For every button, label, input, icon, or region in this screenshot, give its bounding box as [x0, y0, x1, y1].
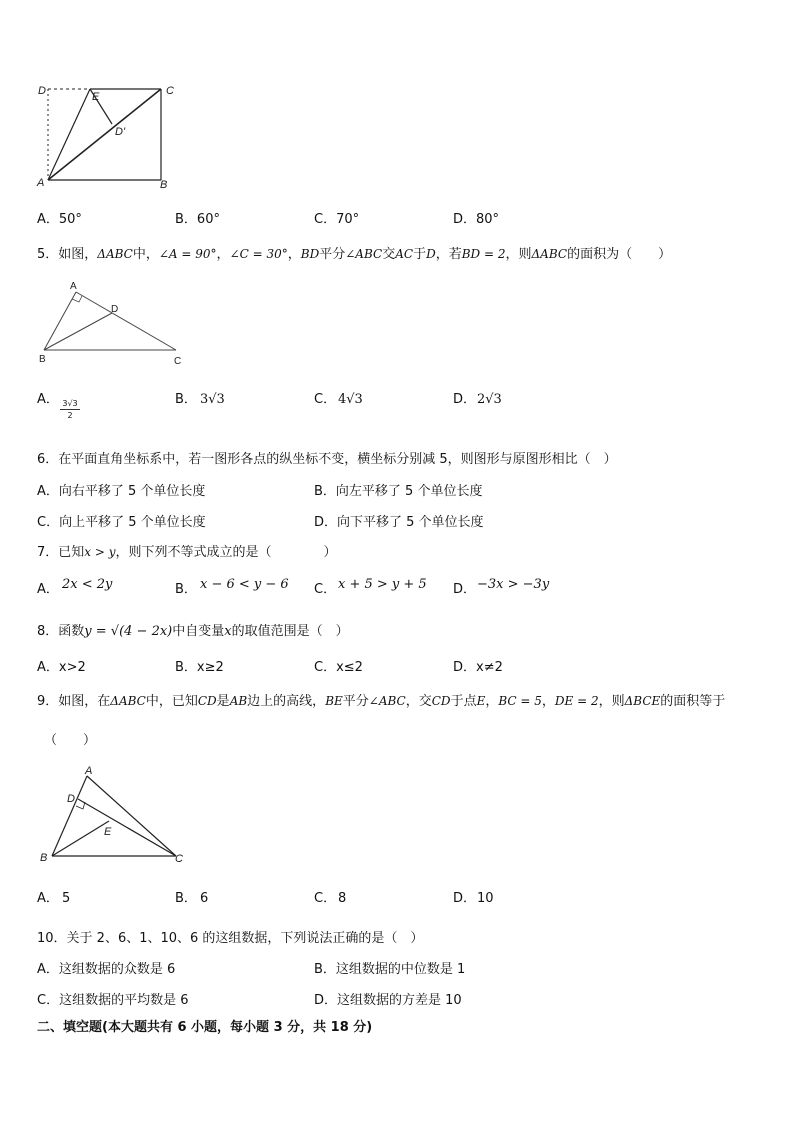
q5-option-a-letter: A． [37, 392, 59, 407]
q7-option-d-letter: D． [453, 582, 477, 597]
q9-label-A: A [85, 765, 93, 777]
q4-label-D: D [38, 85, 46, 97]
q5-stem: 5．如图，ΔABC中，∠A = 90°，∠C = 30°，BD平分∠ABC交AC于D，若BD = 2，则ΔABC的面积为（ ） [37, 247, 672, 262]
q9-option-c: 8 [338, 891, 347, 906]
q5-option-c-letter: C． [314, 392, 337, 407]
q9-option-d-letter: D． [453, 891, 477, 906]
q7-option-d: −3x > −3y [477, 577, 550, 592]
q9-option-a-letter: A． [37, 891, 59, 906]
q9-option-b: 6 [200, 891, 209, 906]
q4-label-A: A [37, 177, 45, 189]
q6-option-d: D．向下平移了 5 个单位长度 [314, 515, 484, 530]
q5-label-B: B [39, 354, 46, 365]
q5-option-b-letter: B． [175, 392, 197, 407]
q7-option-a: 2x < 2y [62, 577, 113, 592]
q5-option-c: 4√3 [338, 392, 363, 407]
q6-option-b: B．向左平移了 5 个单位长度 [314, 484, 483, 499]
q9-option-a: 5 [62, 891, 71, 906]
q6-stem: 6．在平面直角坐标系中，若一图形各点的纵坐标不变，横坐标分别减 5，则图形与原图形相比（ ） [37, 452, 617, 467]
q8-option-d: D．x≠2 [453, 660, 503, 675]
q5-figure [36, 280, 196, 370]
q5-option-a-denominator: 2 [67, 411, 73, 420]
q9-option-b-letter: B． [175, 891, 197, 906]
q4-label-D-prime: D' [115, 126, 126, 138]
q8-stem: 8．函数y = √(4 − 2x)中自变量x的取值范围是（ ） [37, 624, 349, 639]
q7-option-b: x − 6 < y − 6 [200, 577, 289, 592]
q4-label-E: E [92, 91, 100, 103]
q9-figure [36, 762, 196, 872]
q5-option-d: 2√3 [477, 392, 502, 407]
q9-stem-continued: （ ） [44, 733, 97, 748]
q7-stem: 7．已知x > y，则下列不等式成立的是（ ） [37, 545, 337, 560]
q7-option-c-letter: C． [314, 582, 337, 597]
q6-option-c: C．向上平移了 5 个单位长度 [37, 515, 206, 530]
q5-option-b: 3√3 [200, 392, 225, 407]
q4-option-a: A．50° [37, 212, 82, 227]
q8-option-a: A．x>2 [37, 660, 86, 675]
q10-option-a: A．这组数据的众数是 6 [37, 962, 176, 977]
q9-stem: 9．如图，在ΔABC中，已知CD是AB边上的高线，BE平分∠ABC，交CD于点E，BC = 5，DE = 2，则ΔBCE的面积等于 [37, 694, 726, 709]
q7-option-c: x + 5 > y + 5 [338, 577, 427, 592]
q4-figure [30, 80, 190, 195]
q9-label-B: B [40, 852, 48, 864]
q5-label-A: A [70, 281, 77, 292]
q4-label-C: C [166, 85, 174, 97]
q6-option-a: A．向右平移了 5 个单位长度 [37, 484, 206, 499]
q4-option-b: B．60° [175, 212, 220, 227]
q9-label-C: C [175, 853, 183, 865]
q10-stem: 10．关于 2、6、1、10、6 的这组数据，下列说法正确的是（ ） [37, 931, 424, 946]
q5-option-a-fraction [60, 398, 80, 421]
q7-option-a-letter: A． [37, 582, 59, 597]
section-heading-fill-in-blank: 二、填空题(本大题共有 6 小题，每小题 3 分，共 18 分) [37, 1020, 373, 1035]
q9-label-E: E [104, 826, 112, 838]
q10-option-b: B．这组数据的中位数是 1 [314, 962, 466, 977]
q9-option-c-letter: C． [314, 891, 337, 906]
q4-option-d: D．80° [453, 212, 500, 227]
q9-label-D: D [67, 793, 75, 805]
q9-option-d: 10 [477, 891, 494, 906]
q10-option-c: C．这组数据的平均数是 6 [37, 993, 189, 1008]
q5-option-a-numerator: 3√3 [60, 398, 80, 410]
q7-option-b-letter: B． [175, 582, 197, 597]
q4-option-c: C．70° [314, 212, 360, 227]
q5-label-D: D [111, 304, 119, 315]
q8-option-b: B．x≥2 [175, 660, 224, 675]
q10-option-d: D．这组数据的方差是 10 [314, 993, 462, 1008]
q4-label-B: B [160, 179, 168, 191]
q5-label-C: C [174, 356, 182, 367]
q8-option-c: C．x≤2 [314, 660, 363, 675]
q5-option-d-letter: D． [453, 392, 477, 407]
